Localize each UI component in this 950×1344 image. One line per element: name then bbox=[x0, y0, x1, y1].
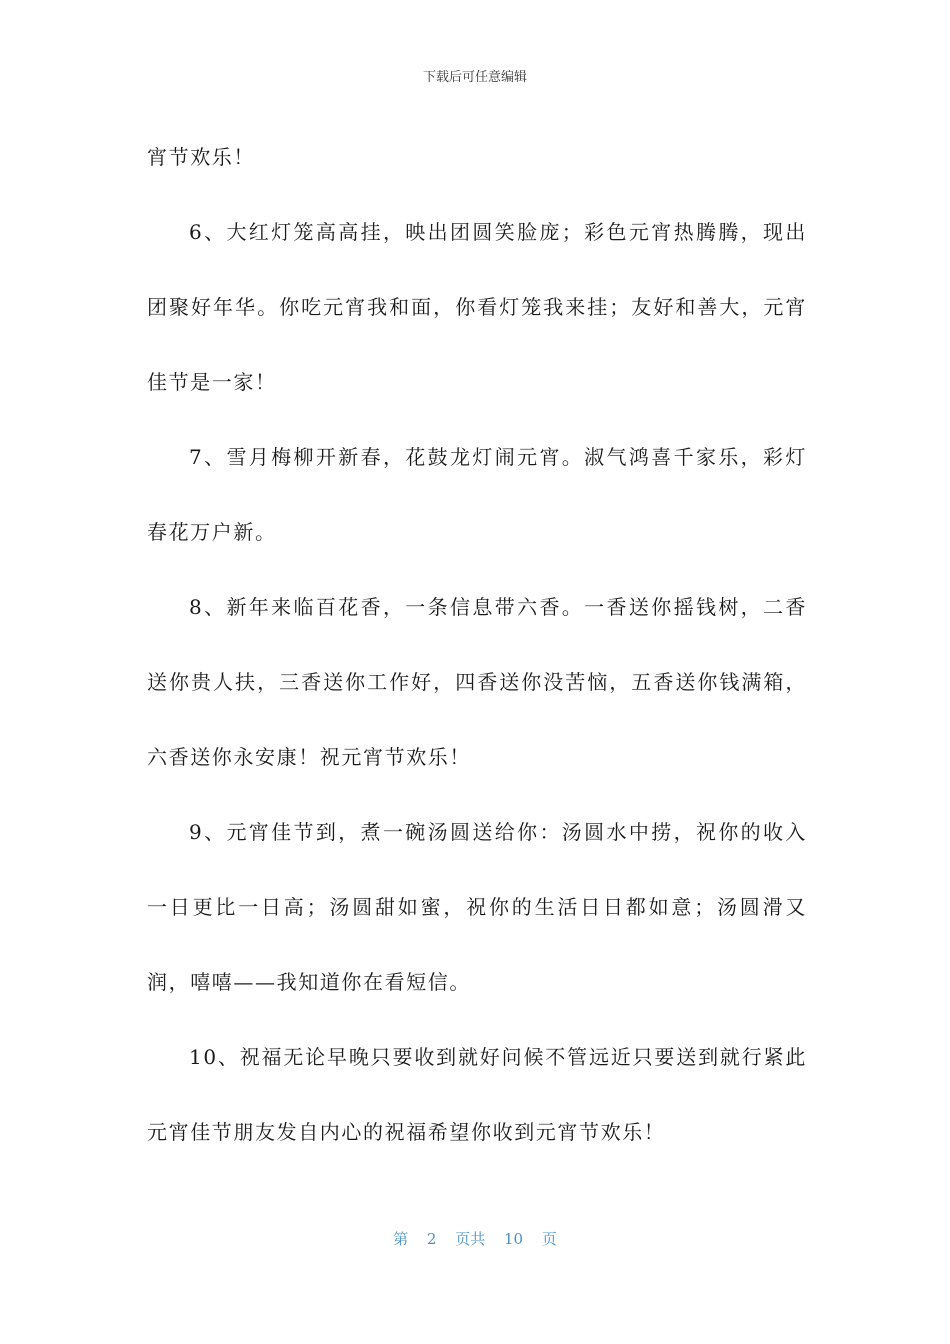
paragraph-6: 10、祝福无论早晚只要收到就好问候不管远近只要送到就行紧此元宵佳节朋友发自内心的祝福希望你收到元宵节欢乐！ bbox=[147, 1045, 807, 1144]
paragraph-5: 9、元宵佳节到，煮一碗汤圆送给你：汤圆水中捞，祝你的收入一日更比一日高；汤圆甜如蜜，祝你的生活日日都如意；汤圆滑又润，嘻嘻——我知道你在看短信。 bbox=[147, 820, 807, 994]
footer-page-number: 2 bbox=[426, 1230, 437, 1248]
header-text: 下载后可任意编辑 bbox=[422, 70, 527, 85]
page-footer bbox=[0, 1228, 950, 1249]
paragraph-4: 8、新年来临百花香，一条信息带六香。一香送你摇钱树，二香送你贵人扶，三香送你工作好，四香送你没苦恼，五香送你钱满箱，六香送你永安康！祝元宵节欢乐！ bbox=[147, 595, 807, 769]
paragraph-1: 宵节欢乐！ bbox=[147, 145, 255, 169]
footer-page-mid: 页共 bbox=[455, 1230, 486, 1248]
paragraph-2: 6、大红灯笼高高挂，映出团圆笑脸庞；彩色元宵热腾腾，现出团聚好年华。你吃元宵我和面，你看灯笼我来挂；友好和善大，元宵佳节是一家！ bbox=[147, 220, 807, 394]
page-header bbox=[0, 66, 950, 85]
footer-page-prefix: 第 bbox=[393, 1230, 409, 1248]
document-body bbox=[147, 120, 807, 1170]
footer-page-total: 10 bbox=[504, 1230, 524, 1248]
paragraph-3: 7、雪月梅柳开新春，花鼓龙灯闹元宵。淑气鸿喜千家乐，彩灯春花万户新。 bbox=[147, 445, 807, 544]
footer-page-suffix: 页 bbox=[541, 1230, 557, 1248]
